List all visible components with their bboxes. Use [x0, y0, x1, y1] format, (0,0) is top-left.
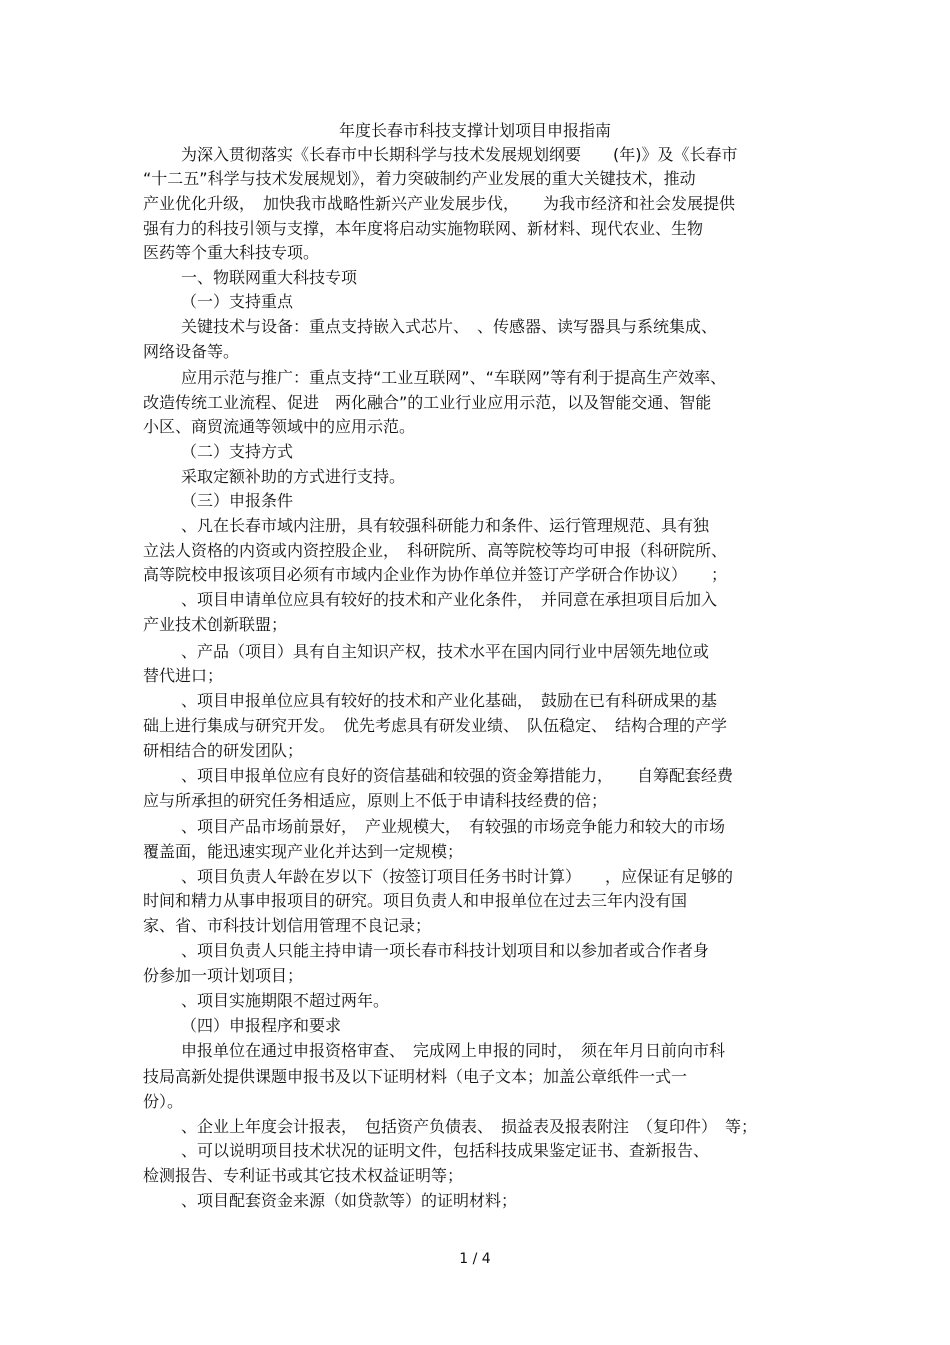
body-line: 、企业上年度会计报表， 包括资产负债表、 损益表及报表附注 （复印件） 等；: [181, 1117, 758, 1136]
body-line: 检测报告、专利证书或其它技术权益证明等；: [143, 1166, 464, 1185]
body-line: 份）。: [143, 1092, 184, 1111]
body-line: 高等院校申报该项目必须有市域内企业作为协作单位并签订产学研合作协议） ；: [143, 565, 728, 584]
body-line: 替代进口；: [143, 666, 224, 685]
body-line: 、项目申报单位应有良好的资信基础和较强的资金筹措能力， 自筹配套经费: [181, 766, 734, 785]
body-line: 产业技术创新联盟；: [143, 615, 288, 634]
body-line: 立法人资格的内资或内资控股企业， 科研院所、高等院校等均可申报（科研院所、: [143, 541, 728, 560]
section-heading: 一、物联网重大科技专项: [181, 268, 358, 287]
body-line: 改造传统工业流程、促进 两化融合”的工业行业应用示范，以及智能交通、智能: [143, 393, 712, 412]
body-line: 应与所承担的研究任务相适应，原则上不低于申请科技经费的倍；: [143, 791, 608, 810]
subsection-heading: （二）支持方式: [181, 442, 294, 461]
body-line: “十二五”科学与技术发展规划》，着力突破制约产业发展的重大关键技术，推动: [143, 169, 696, 188]
body-line: 、产品（项目）具有自主知识产权，技术水平在国内同行业中居领先地位或: [181, 642, 710, 661]
body-line: 覆盖面，能迅速实现产业化并达到一定规模；: [143, 842, 464, 861]
body-line: 、项目申请单位应具有较好的技术和产业化条件， 并同意在承担项目后加入: [181, 590, 718, 609]
body-line: 应用示范与推广：重点支持“工业互联网”、“车联网”等有利于提高生产效率、: [181, 368, 727, 387]
document-title: 年度长春市科技支撑计划项目申报指南: [338, 121, 611, 140]
subsection-heading: （一）支持重点: [181, 292, 294, 311]
body-line: 采取定额补助的方式进行支持。: [181, 467, 406, 486]
body-line: 、项目负责人只能主持申请一项长春市科技计划项目和以参加者或合作者身: [181, 941, 710, 960]
body-line: 小区、商贸流通等领域中的应用示范。: [143, 417, 416, 436]
body-line: 技局高新处提供课题申报书及以下证明材料（电子文本；加盖公章纸件一式一: [143, 1067, 688, 1086]
body-line: 研相结合的研发团队；: [143, 741, 304, 760]
body-line: 网络设备等。: [143, 342, 240, 361]
body-line: 、项目配套资金来源（如贷款等）的证明材料；: [181, 1191, 518, 1210]
body-line: 、凡在长春市域内注册，具有较强科研能力和条件、运行管理规范、具有独: [181, 516, 710, 535]
page-number: 1 / 4: [459, 1251, 491, 1267]
body-line: 时间和精力从事申报项目的研究。项目负责人和申报单位在过去三年内没有国: [143, 891, 688, 910]
body-line: 申报单位在通过申报资格审查、 完成网上申报的同时， 须在年月日前向市科: [181, 1041, 726, 1060]
subsection-heading: （三）申报条件: [181, 491, 294, 510]
body-line: 、项目申报单位应具有较好的技术和产业化基础， 鼓励在已有科研成果的基: [181, 691, 718, 710]
body-line: 医药等个重大科技专项。: [143, 243, 320, 262]
body-line: 、项目实施期限不超过两年。: [181, 991, 390, 1010]
body-line: 、项目负责人年龄在岁以下（按签订项目任务书时计算） ，应保证有足够的: [181, 867, 734, 886]
body-line: 家、省、市科技计划信用管理不良记录；: [143, 916, 432, 935]
body-line: 、可以说明项目技术状况的证明文件，包括科技成果鉴定证书、查新报告、: [181, 1141, 710, 1160]
body-line: 为深入贯彻落实《长春市中长期科学与技术发展规划纲要 (年)》及《长春市: [181, 145, 738, 164]
body-line: 、项目产品市场前景好， 产业规模大， 有较强的市场竞争能力和较大的市场: [181, 817, 726, 836]
subsection-heading: （四）申报程序和要求: [181, 1016, 342, 1035]
body-line: 份参加一项计划项目；: [143, 966, 304, 985]
body-line: 强有力的科技引领与支撑，本年度将启动实施物联网、新材料、现代农业、生物: [143, 219, 704, 238]
body-line: 产业优化升级， 加快我市战略性新兴产业发展步伐， 为我市经济和社会发展提供: [143, 194, 736, 213]
body-line: 础上进行集成与研究开发。 优先考虑具有研发业绩、 队伍稳定、 结构合理的产学: [143, 716, 728, 735]
body-line: 关键技术与设备：重点支持嵌入式芯片、 、传感器、读写器具与系统集成、: [181, 317, 718, 336]
